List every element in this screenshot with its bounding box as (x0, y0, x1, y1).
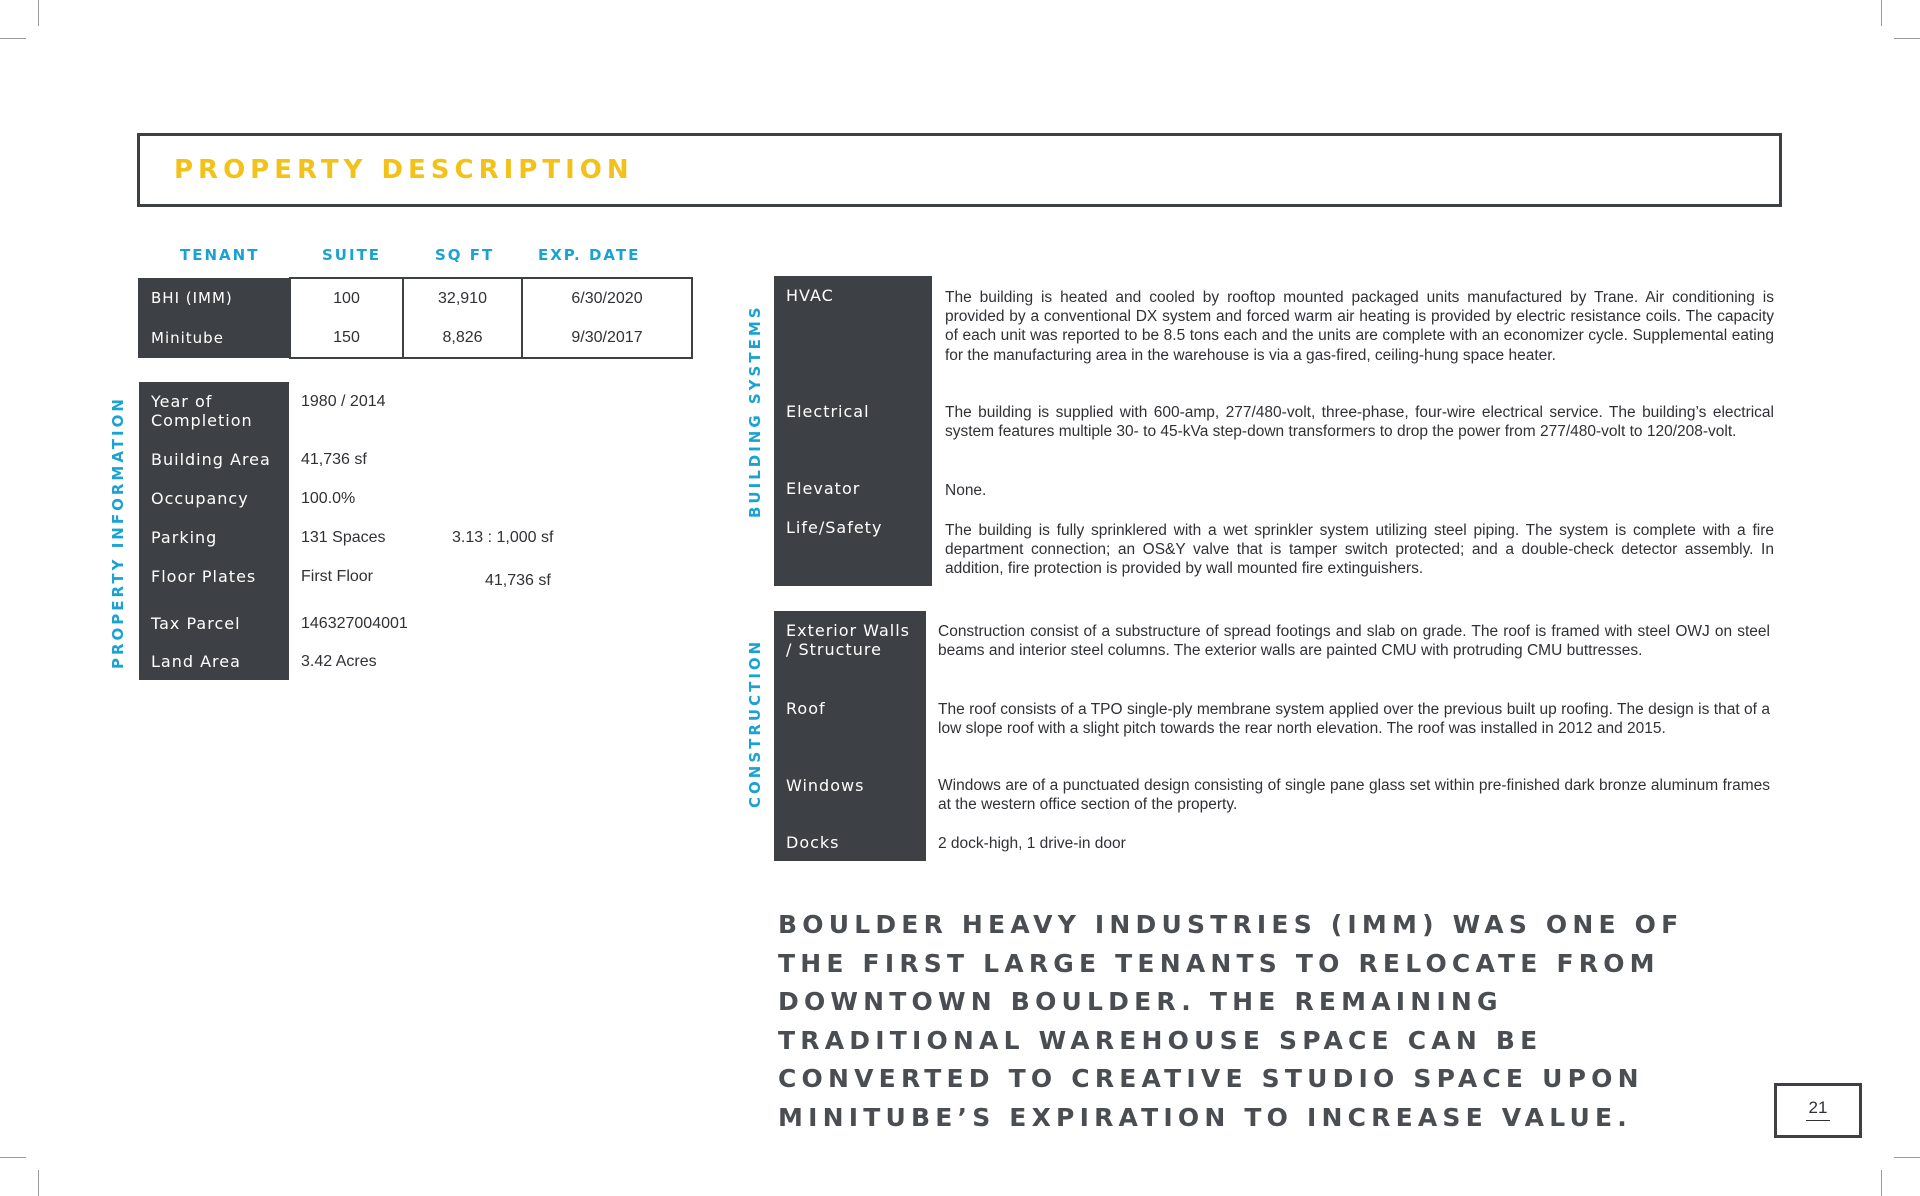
crop-mark (0, 1157, 26, 1158)
crop-mark (1894, 1157, 1920, 1158)
property-value: 3.42 Acres (301, 653, 377, 670)
sqft-cell: 32,910 (403, 278, 522, 318)
highlight-quote: BOULDER HEAVY INDUSTRIES (IMM) WAS ONE OF THE FIRST LARGE TENANTS TO RELOCATE FROM DOWNTOWN BOULDER. THE REMAINING TRADITIONAL WAREHOUSE SPACE CAN BE CONVERTED TO CREATIVE STUDIO SPACE UPON MINITUBE’S EXPIRATION TO INCREASE VALUE. (778, 910, 1684, 1132)
tenant-name: BHI (IMM) (138, 278, 290, 318)
construction-description: Windows are of a punctuated design consisting of single pane glass set within pre-finished dark bronze aluminum frames at the western office section of the property. (938, 777, 1770, 814)
system-description: The building is supplied with 600-amp, 277/480-volt, three-phase, four-wire electrical service. The building’s electrical system features multiple 30- to 45-kVa step-down transformers to drop the power from 277/480-volt to 120/208-volt. (945, 404, 1774, 441)
property-information-label: PROPERTY INFORMATION (109, 396, 127, 669)
construction-item-label: Windows (786, 776, 865, 795)
table-row (138, 318, 692, 358)
system-label: Electrical (786, 402, 870, 421)
property-value: 131 Spaces (301, 529, 386, 546)
table-row (138, 278, 692, 318)
system-description: None. (945, 482, 987, 499)
exp-date-cell: 9/30/2017 (522, 318, 692, 358)
suite-cell: 100 (290, 278, 403, 318)
crop-mark (0, 38, 26, 39)
page-title: PROPERTY DESCRIPTION (174, 155, 634, 185)
property-label: Building Area (151, 450, 271, 469)
crop-mark (1881, 1170, 1882, 1196)
system-description: The building is fully sprinklered with a wet sprinkler system utilizing steel piping. The system is complete with a fire department connection; an OS&Y valve that is tamper switch protected; and a double-check detector assembly. In addition, fire protection is provided by wall mounted fire extinguishers. (945, 522, 1774, 578)
construction-description: 2 dock-high, 1 drive-in door (938, 835, 1126, 852)
property-value: 100.0% (301, 490, 356, 507)
property-value: 146327004001 (301, 615, 408, 632)
property-label: Land Area (151, 652, 241, 671)
page-number: 21 (1808, 1098, 1828, 1117)
tenant-name: Minitube (138, 318, 290, 358)
crop-mark (38, 1170, 39, 1196)
system-label: Life/Safety (786, 518, 883, 537)
system-description: The building is heated and cooled by rooftop mounted packaged units manufactured by Trane. Air conditioning is provided by a conventional DX system and forced warm air heating is provided by electric resistance coils. The capacity of each unit was reported to be 8.5 tons each and the units are complete with an economizer cycle. Supplemental eating for the manufacturing area in the warehouse is via a gas-fired, ceiling-hung space heater. (945, 289, 1774, 364)
building-systems-label: BUILDING SYSTEMS (746, 304, 764, 518)
sqft-cell: 8,826 (403, 318, 522, 358)
crop-mark (1894, 38, 1920, 39)
construction-description: Construction consist of a substructure of spread footings and slab on grade. The roof is framed with steel OWJ on steel beams and interior steel columns. The exterior walls are painted CMU with protruding CMU buttresses. (938, 623, 1770, 660)
property-label: Tax Parcel (151, 614, 241, 633)
property-value: First Floor (301, 568, 373, 585)
property-label: Parking (151, 528, 218, 547)
crop-mark (1881, 0, 1882, 26)
crop-mark (38, 0, 39, 26)
tenant-header: TENANT (180, 246, 260, 264)
sqft-header: SQ FT (435, 246, 495, 264)
building-systems-label-column (774, 276, 932, 586)
property-value: 1980 / 2014 (301, 393, 386, 410)
construction-item-label: Roof (786, 699, 826, 718)
tenant-table (138, 277, 693, 359)
property-label: Floor Plates (151, 567, 257, 586)
suite-cell: 150 (290, 318, 403, 358)
exp-date-cell: 6/30/2020 (522, 278, 692, 318)
page-number-underline (1806, 1120, 1830, 1121)
property-label: Occupancy (151, 489, 249, 508)
exp-date-header: EXP. DATE (538, 246, 641, 264)
system-label: HVAC (786, 286, 834, 305)
construction-item-label: Exterior Walls / Structure (786, 621, 910, 659)
property-value: 41,736 sf (301, 451, 367, 468)
construction-label: CONSTRUCTION (746, 638, 764, 808)
property-label: Year of Completion (151, 392, 253, 430)
property-extra: 41,736 sf (485, 572, 551, 589)
suite-header: SUITE (322, 246, 382, 264)
system-label: Elevator (786, 479, 861, 498)
construction-description: The roof consists of a TPO single-ply membrane system applied over the previous built up roofing. The design is that of a low slope roof with a slight pitch towards the rear north elevation. The roof was installed in 2012 and 2015. (938, 701, 1770, 738)
property-extra: 3.13 : 1,000 sf (452, 529, 554, 546)
construction-item-label: Docks (786, 833, 840, 852)
